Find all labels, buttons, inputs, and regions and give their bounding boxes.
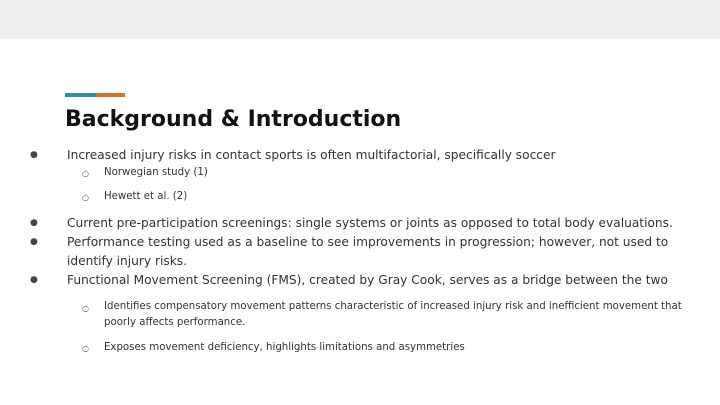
sub-bullet-icon: ○: [82, 169, 89, 178]
sub-bullet-text: Identifies compensatory movement patterns characteristic of increased injury risk and inefficient movement that poorly affects performance.: [104, 301, 682, 328]
sub-bullet-text: Hewett et al. (2): [104, 191, 188, 202]
top-bar: [0, 0, 720, 39]
bullet-text: Current pre-participation screenings: single systems or joints as opposed to total body evaluations.: [67, 216, 673, 230]
accent-bar-teal: [65, 93, 96, 97]
slide: [0, 39, 720, 405]
sub-bullet-text: Exposes movement deficiency, highlights limitations and asymmetries: [104, 342, 465, 353]
bullet-icon: ●: [30, 218, 38, 228]
bullet-icon: ●: [30, 275, 38, 285]
accent-bar-orange: [96, 93, 125, 97]
sub-bullet-icon: ○: [82, 304, 89, 313]
sub-bullet-icon: ○: [82, 193, 89, 202]
sub-bullet-icon: ○: [82, 344, 89, 353]
bullet-text: Increased injury risks in contact sports is often multifactorial, specifically soccer: [67, 148, 556, 162]
bullet-icon: ●: [30, 150, 38, 160]
bullet-text: Performance testing used as a baseline to see improvements in progression; however, not used to identify injury risks.: [67, 235, 669, 268]
bullet-icon: ●: [30, 237, 38, 247]
slide-title: Background & Introduction: [65, 107, 402, 132]
sub-bullet-text: Norwegian study (1): [104, 167, 208, 178]
bullet-text: Functional Movement Screening (FMS), created by Gray Cook, serves as a bridge between the two: [67, 273, 668, 287]
